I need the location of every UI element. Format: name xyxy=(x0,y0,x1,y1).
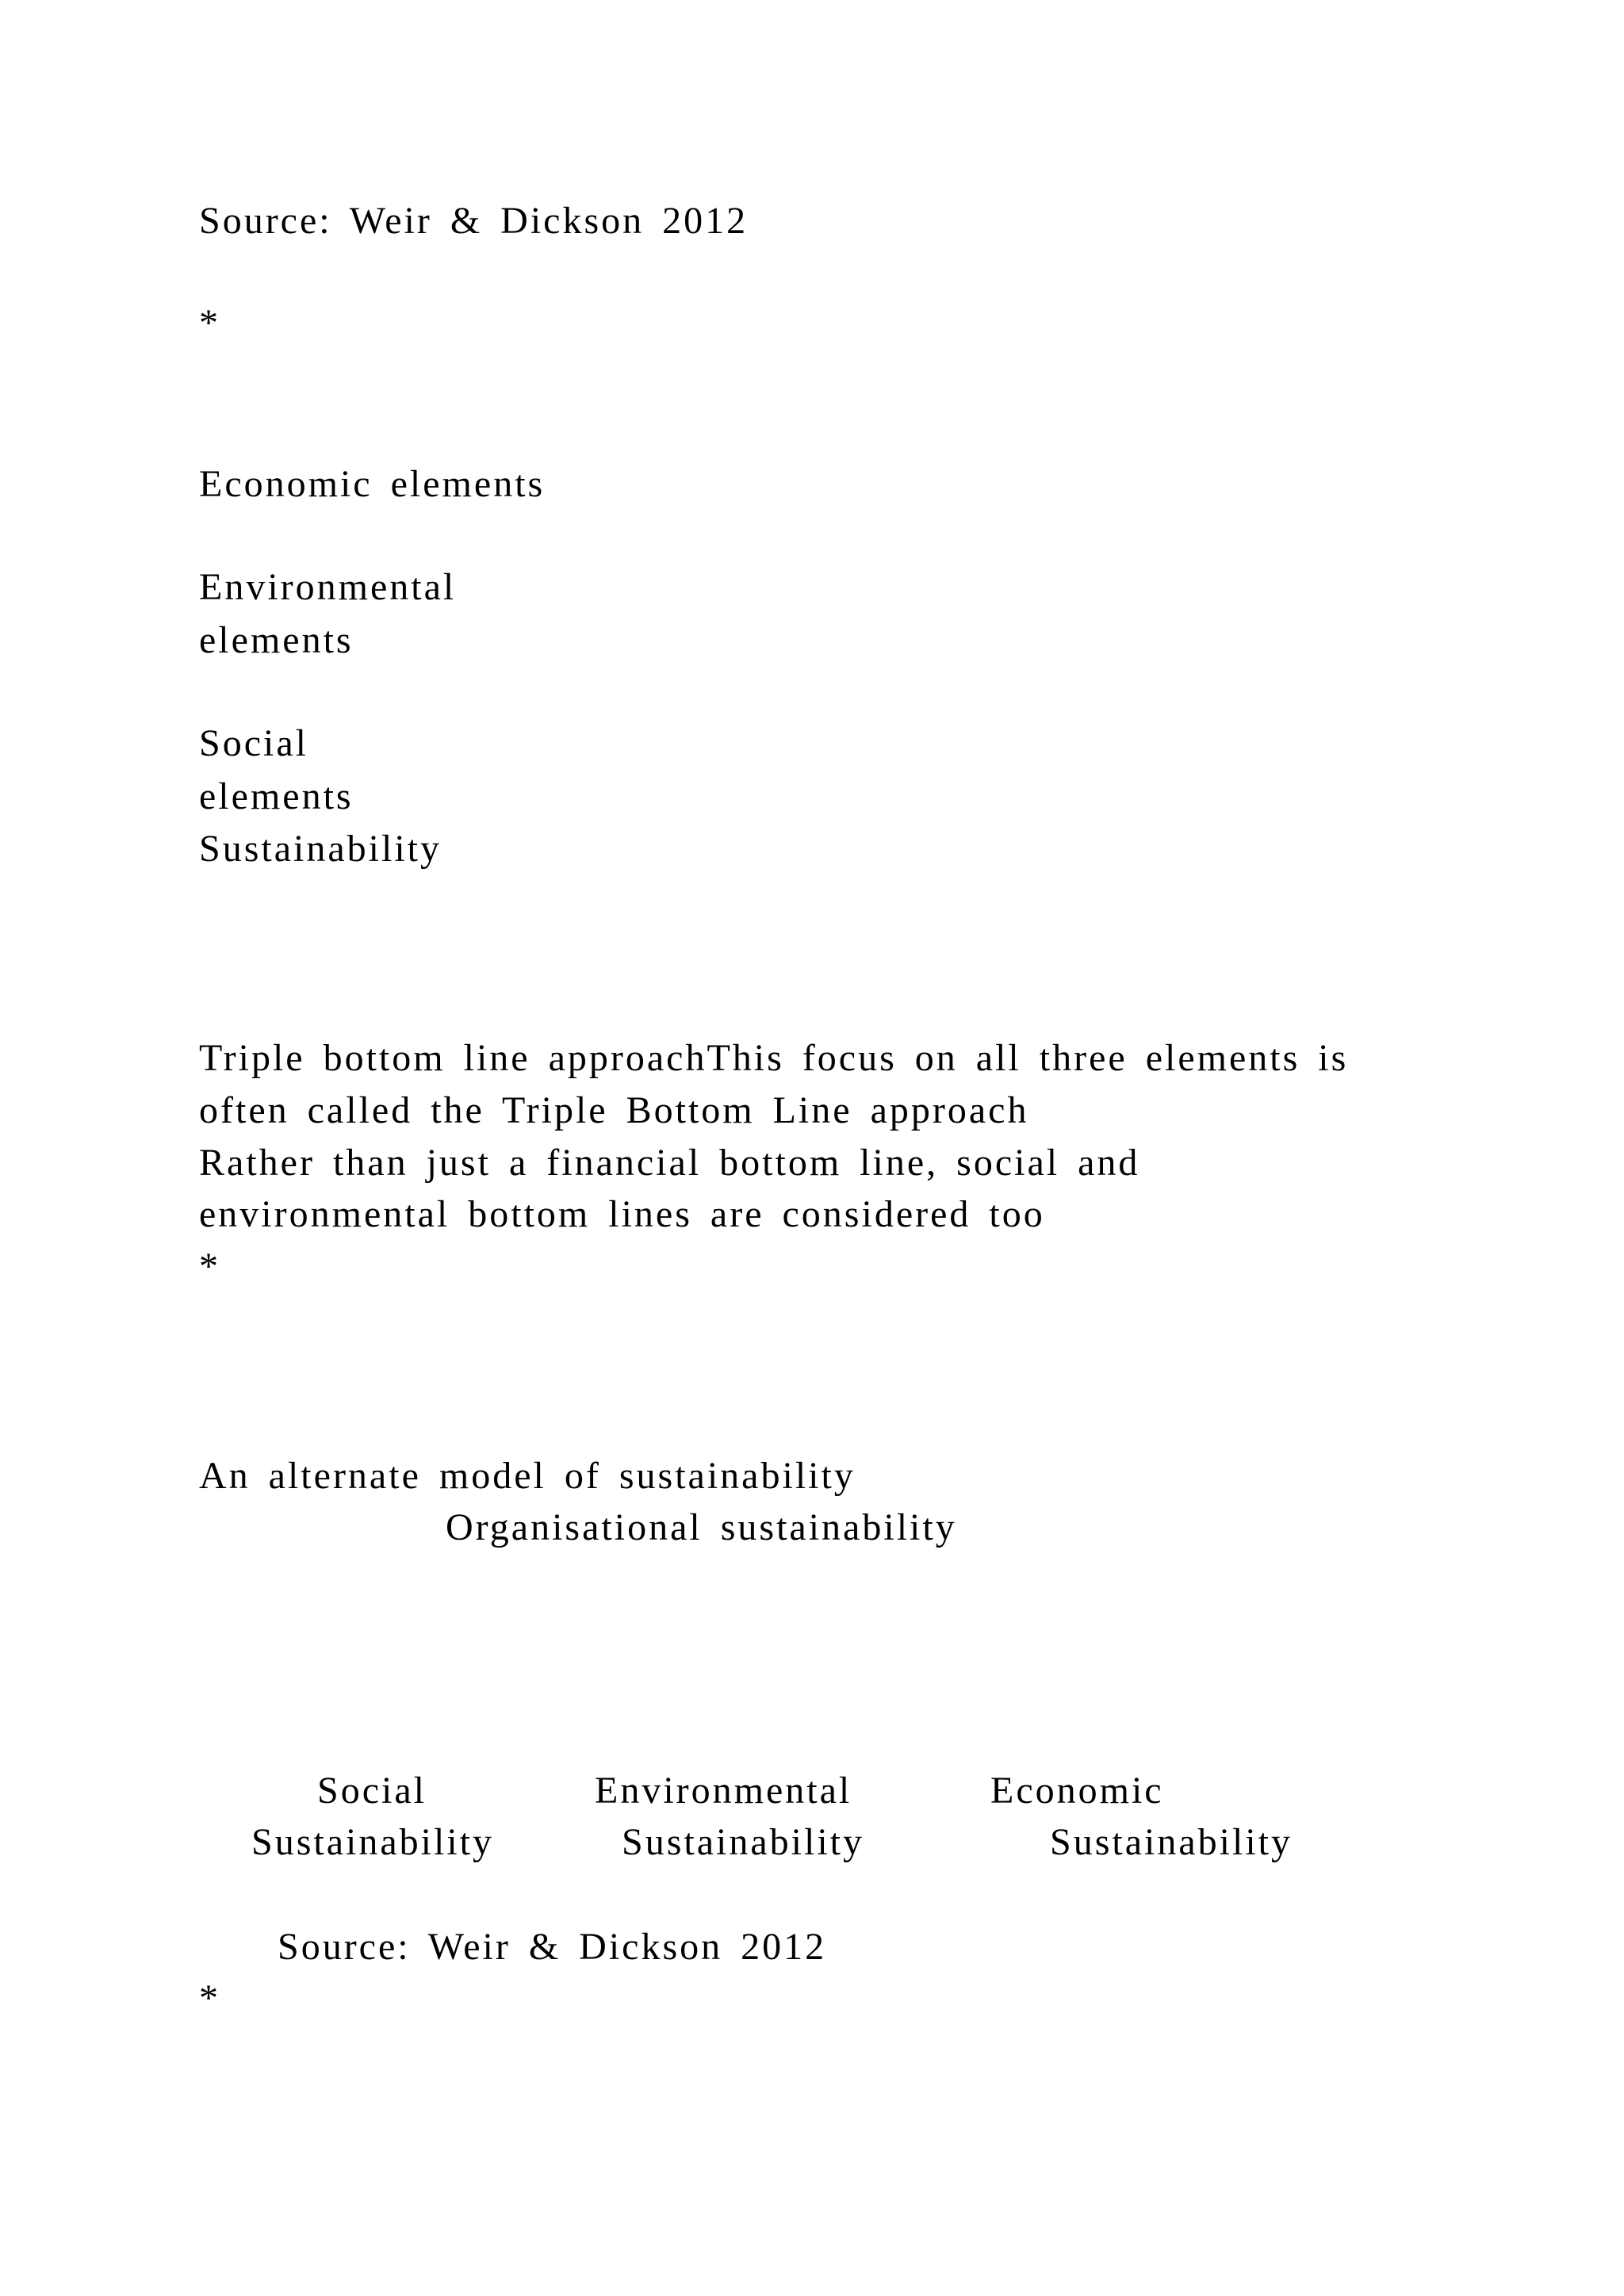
sustainability-label: Sustainability xyxy=(199,828,442,870)
alt-model-source: Source: Weir & Dickson 2012 xyxy=(278,1926,827,1968)
tbl-line: environmental bottom lines are considered too xyxy=(199,1193,1045,1235)
tbl-line: Triple bottom line approachThis focus on all three elements is xyxy=(199,1037,1349,1079)
pillar-social-bottom: Sustainability xyxy=(251,1821,494,1863)
slide-separator: * xyxy=(199,1246,220,1288)
environmental-label: Environmental xyxy=(199,566,457,608)
slide-separator: * xyxy=(199,1977,220,2019)
social-label: Social xyxy=(199,722,308,764)
pillar-environmental-bottom: Sustainability xyxy=(622,1821,864,1863)
economic-elements-label: Economic elements xyxy=(199,463,546,505)
pillar-economic-bottom: Sustainability xyxy=(1050,1821,1293,1863)
pillar-social-top: Social xyxy=(317,1770,427,1812)
slide-separator: * xyxy=(199,302,220,344)
source-citation: Source: Weir & Dickson 2012 xyxy=(199,200,749,242)
alt-model-title: An alternate model of sustainability xyxy=(199,1455,856,1497)
pillar-economic-top: Economic xyxy=(990,1770,1164,1812)
pillar-environmental-top: Environmental xyxy=(595,1770,852,1812)
social-elements-label: elements xyxy=(199,775,354,817)
tbl-line: Rather than just a financial bottom line, social and xyxy=(199,1142,1140,1184)
tbl-line: often called the Triple Bottom Line approach xyxy=(199,1089,1029,1131)
alt-model-subtitle: Organisational sustainability xyxy=(446,1506,957,1548)
environmental-elements-label: elements xyxy=(199,619,354,661)
